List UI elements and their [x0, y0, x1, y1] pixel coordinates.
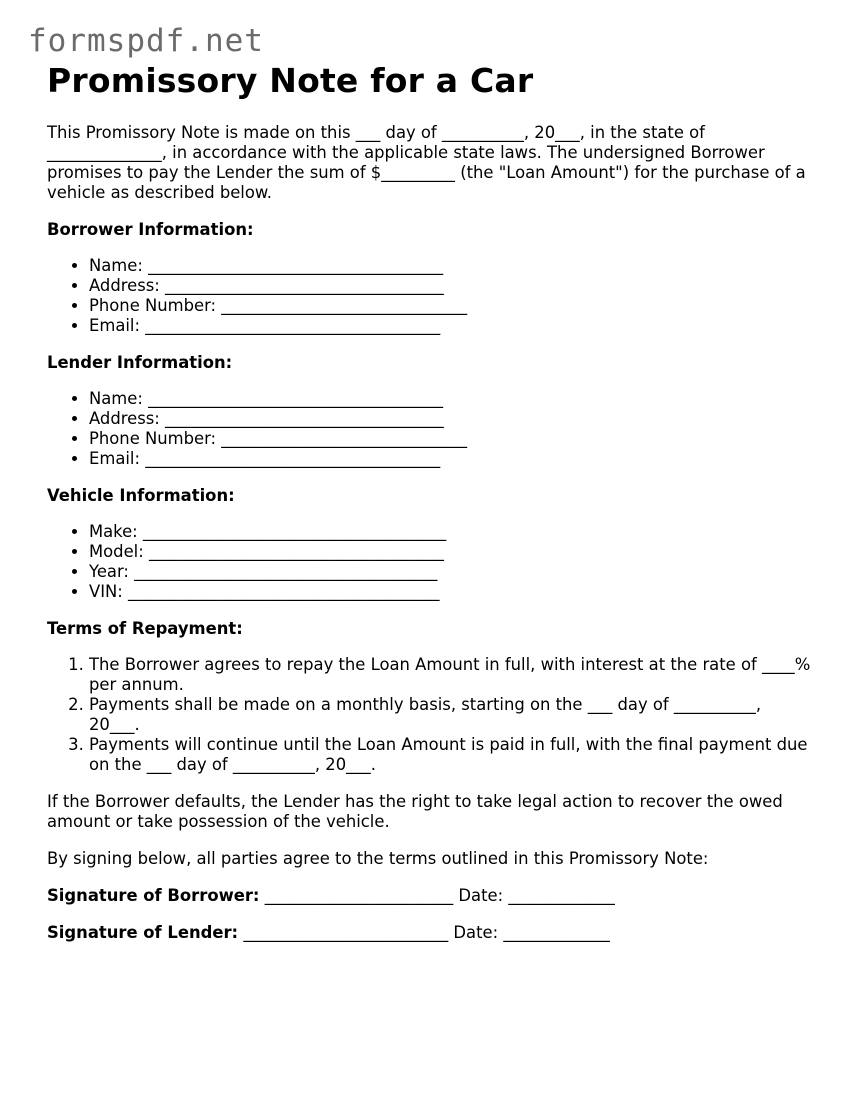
- lender-signature-blank: _________________________ Date: _____________: [243, 923, 610, 942]
- vehicle-year-field: • Year: _____________________________________: [89, 562, 812, 582]
- borrower-email-field: • Email: ____________________________________: [89, 316, 812, 336]
- lender-name-field: • Name: ____________________________________: [89, 389, 812, 409]
- borrower-name-field: • Name: ____________________________________: [89, 256, 812, 276]
- document-title: Promissory Note for a Car: [47, 61, 534, 100]
- borrower-signature-line: [47, 886, 812, 906]
- lender-heading: Lender Information:: [47, 353, 233, 372]
- lender-signature-line: [47, 923, 812, 943]
- lender-phone-field: • Phone Number: ______________________________: [89, 429, 812, 449]
- vehicle-list: [47, 522, 812, 602]
- document-page: [47, 60, 812, 943]
- lender-email-field: • Email: ____________________________________: [89, 449, 812, 469]
- borrower-address-field: • Address: __________________________________: [89, 276, 812, 296]
- borrower-signature-label: Signature of Borrower:: [47, 886, 260, 905]
- terms-list: [47, 655, 812, 775]
- lender-address-field: • Address: __________________________________: [89, 409, 812, 429]
- borrower-heading: Borrower Information:: [47, 220, 254, 239]
- lender-signature-label: Signature of Lender:: [47, 923, 239, 942]
- vehicle-make-field: • Make: _____________________________________: [89, 522, 812, 542]
- terms-item: 1. The Borrower agrees to repay the Loan Amount in full, with interest at the rate of ____% per annum.: [89, 655, 812, 695]
- borrower-phone-field: • Phone Number: ______________________________: [89, 296, 812, 316]
- default-clause: If the Borrower defaults, the Lender has the right to take legal action to recover the owed amount or take possession of the vehicle.: [47, 792, 783, 831]
- vehicle-heading: Vehicle Information:: [47, 486, 235, 505]
- borrower-signature-blank: _______________________ Date: _____________: [264, 886, 615, 905]
- vehicle-model-field: • Model: ____________________________________: [89, 542, 812, 562]
- agreement-statement: By signing below, all parties agree to the terms outlined in this Promissory Note:: [47, 849, 709, 868]
- borrower-list: [47, 256, 812, 336]
- watermark: formspdf.net: [28, 23, 264, 59]
- terms-item: 3. Payments will continue until the Loan Amount is paid in full, with the final payment due on the ___ day of __________, 20___.: [89, 735, 812, 775]
- terms-item: 2. Payments shall be made on a monthly basis, starting on the ___ day of __________, 20___.: [89, 695, 812, 735]
- intro-paragraph: This Promissory Note is made on this ___ day of __________, 20___, in the state of ______________, in accordance with the applicable state laws. The undersigned Borrower promises to pay the Lender the sum of $_________ (the "Loan Amount") for the purchase of a vehicle as described below.: [47, 123, 806, 202]
- vehicle-vin-field: • VIN: ______________________________________: [89, 582, 812, 602]
- lender-list: [47, 389, 812, 469]
- terms-heading: Terms of Repayment:: [47, 619, 243, 638]
